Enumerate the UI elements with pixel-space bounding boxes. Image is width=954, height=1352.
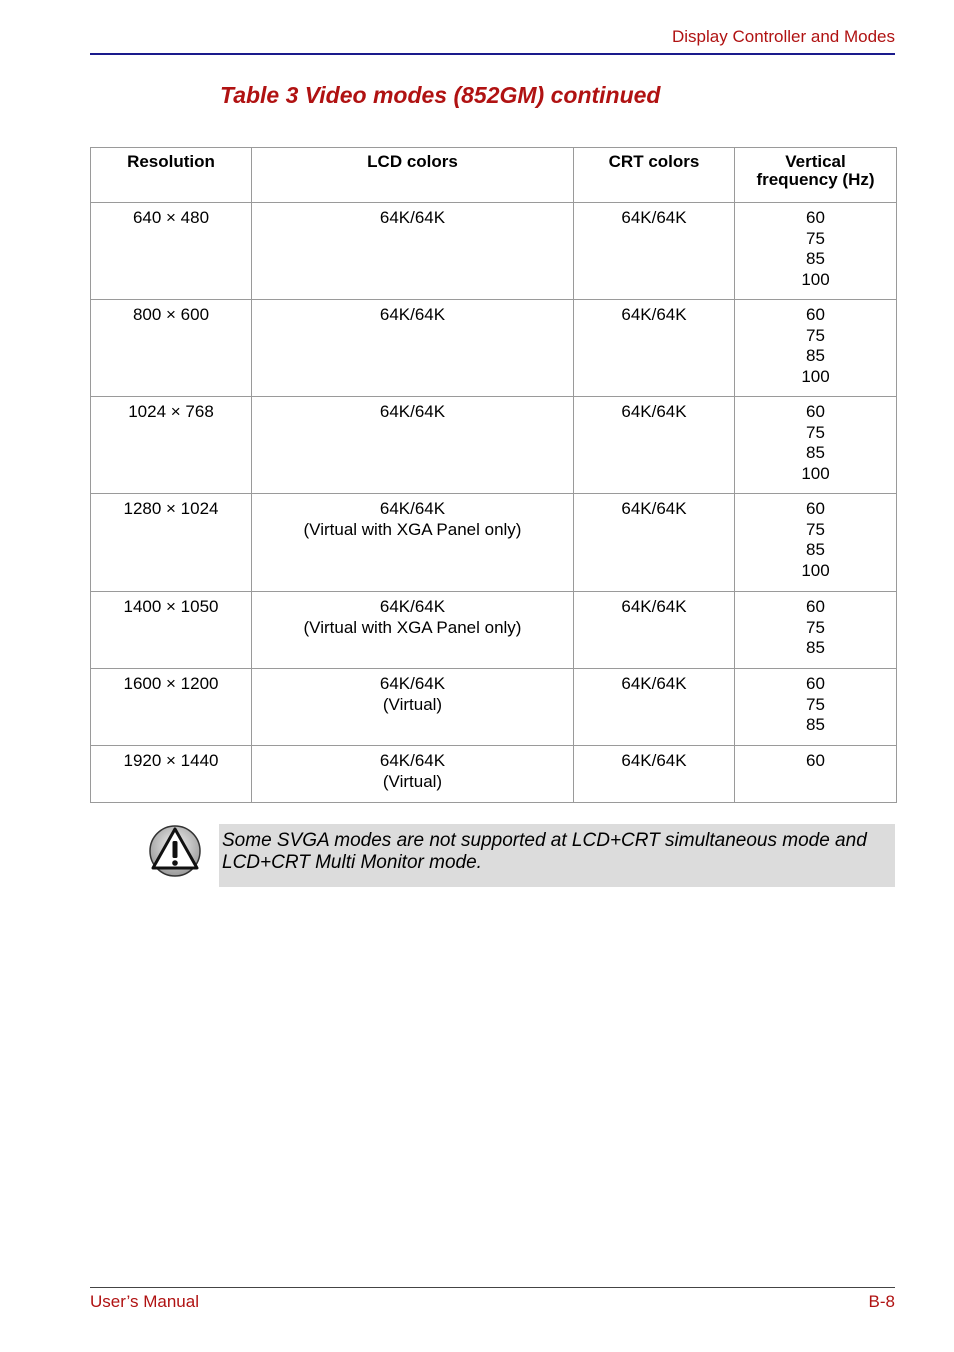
- frequency-value: 85: [806, 638, 825, 657]
- cell-resolution: 1024 × 768: [91, 397, 252, 494]
- cell-lcd-colors: [252, 669, 574, 746]
- cell-lcd-colors: [252, 494, 574, 592]
- lcd-colors-line: (Virtual): [382, 771, 443, 791]
- frequency-value: 60: [806, 499, 825, 518]
- cell-lcd-colors: [252, 300, 574, 397]
- table-row: [91, 669, 897, 746]
- cell-resolution: 1280 × 1024: [91, 494, 252, 592]
- lcd-colors-line: (Virtual with XGA Panel only): [303, 617, 522, 637]
- frequency-value: 60: [806, 597, 825, 616]
- lcd-colors-line: 64K/64K: [379, 499, 446, 518]
- cell-lcd-colors: [252, 397, 574, 494]
- cell-crt-colors: 64K/64K: [574, 203, 735, 300]
- frequency-value: 75: [806, 617, 825, 637]
- cell-vertical-frequency: [735, 669, 897, 746]
- frequency-value: 75: [806, 228, 825, 248]
- frequency-value: 85: [806, 346, 825, 365]
- cell-crt-colors: 64K/64K: [574, 397, 735, 494]
- frequency-value: 60: [806, 402, 825, 421]
- lcd-colors-line: 64K/64K: [379, 597, 446, 616]
- cell-vertical-frequency: [735, 746, 897, 803]
- table-row: [91, 746, 897, 803]
- frequency-value: 85: [806, 443, 825, 462]
- cell-vertical-frequency: [735, 300, 897, 397]
- table-title: Table 3 Video modes (852GM) continued: [220, 82, 661, 108]
- footer-manual-label: User’s Manual: [90, 1292, 199, 1311]
- note-box: [219, 824, 895, 887]
- frequency-value: 60: [806, 305, 825, 324]
- frequency-value: 100: [801, 366, 830, 386]
- table-header-row: [91, 148, 897, 203]
- frequency-value: 75: [806, 519, 825, 539]
- cell-resolution: 800 × 600: [91, 300, 252, 397]
- header-resolution: Resolution: [91, 148, 252, 203]
- table-body: [91, 203, 897, 803]
- table-row: [91, 494, 897, 592]
- cell-vertical-frequency: [735, 592, 897, 669]
- frequency-value: 100: [801, 269, 830, 289]
- cell-crt-colors: 64K/64K: [574, 494, 735, 592]
- frequency-value: 100: [801, 560, 830, 580]
- warning-icon: [148, 824, 202, 878]
- frequency-value: 60: [806, 208, 825, 227]
- cell-resolution: 1920 × 1440: [91, 746, 252, 803]
- cell-lcd-colors: [252, 592, 574, 669]
- frequency-value: 100: [801, 463, 830, 483]
- cell-vertical-frequency: [735, 397, 897, 494]
- cell-lcd-colors: [252, 203, 574, 300]
- cell-resolution: 1400 × 1050: [91, 592, 252, 669]
- table-row: [91, 397, 897, 494]
- table-row: [91, 592, 897, 669]
- frequency-value: 60: [806, 751, 825, 770]
- cell-crt-colors: 64K/64K: [574, 592, 735, 669]
- cell-vertical-frequency: [735, 494, 897, 592]
- lcd-colors-line: (Virtual): [382, 694, 443, 714]
- cell-lcd-colors: [252, 746, 574, 803]
- cell-crt-colors: 64K/64K: [574, 669, 735, 746]
- header-vertical-line-2: frequency (Hz): [756, 170, 875, 189]
- lcd-colors-line: 64K/64K: [379, 208, 446, 227]
- cell-crt-colors: 64K/64K: [574, 300, 735, 397]
- video-modes-table: [90, 147, 897, 803]
- frequency-value: 75: [806, 694, 825, 714]
- cell-vertical-frequency: [735, 203, 897, 300]
- header-vertical-frequency: [735, 148, 897, 203]
- table-row: [91, 203, 897, 300]
- frequency-value: 85: [806, 715, 825, 734]
- header-vertical-line-1: Vertical: [785, 152, 846, 171]
- running-header: Display Controller and Modes: [672, 27, 895, 46]
- lcd-colors-line: 64K/64K: [379, 305, 446, 324]
- footer-divider: [90, 1287, 895, 1288]
- lcd-colors-line: (Virtual with XGA Panel only): [303, 519, 522, 539]
- header-lcd-colors: LCD colors: [252, 148, 574, 203]
- page-number: B-8: [868, 1292, 895, 1311]
- frequency-value: 60: [806, 674, 825, 693]
- note-text: Some SVGA modes are not supported at LCD+CRT simultaneous mode and LCD+CRT Multi Monitor mode.: [222, 830, 867, 873]
- cell-resolution: 640 × 480: [91, 203, 252, 300]
- lcd-colors-line: 64K/64K: [379, 751, 446, 770]
- table-row: [91, 300, 897, 397]
- lcd-colors-line: 64K/64K: [379, 402, 446, 421]
- frequency-value: 75: [806, 325, 825, 345]
- cell-crt-colors: 64K/64K: [574, 746, 735, 803]
- header-divider: [90, 53, 895, 55]
- header-crt-colors: CRT colors: [574, 148, 735, 203]
- cell-resolution: 1600 × 1200: [91, 669, 252, 746]
- frequency-value: 75: [806, 422, 825, 442]
- lcd-colors-line: 64K/64K: [379, 674, 446, 693]
- frequency-value: 85: [806, 540, 825, 559]
- frequency-value: 85: [806, 249, 825, 268]
